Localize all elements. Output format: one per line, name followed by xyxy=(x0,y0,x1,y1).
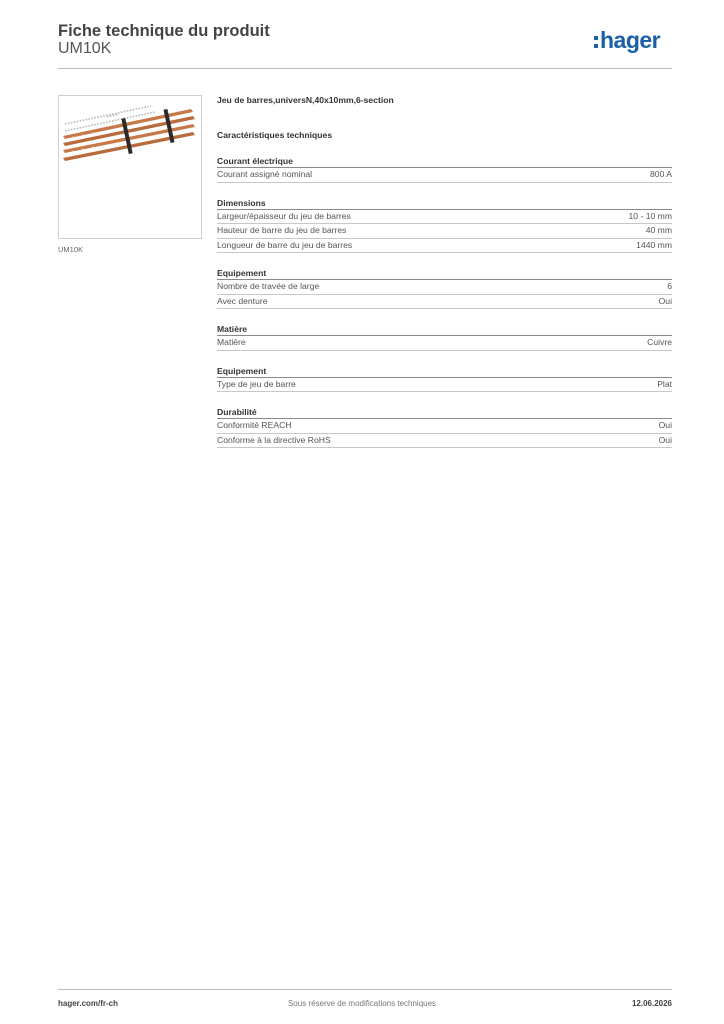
spec-label: Type de jeu de barre xyxy=(217,378,296,389)
spec-value: Cuivre xyxy=(647,337,672,347)
image-caption: UM10K xyxy=(58,245,84,254)
section-equipement xyxy=(217,267,672,309)
header-divider xyxy=(58,68,672,69)
page-title: Fiche technique du produit xyxy=(58,22,270,40)
spec-value: Oui xyxy=(658,295,672,306)
spec-value: Oui xyxy=(658,420,672,430)
spec-value: Oui xyxy=(658,434,672,445)
spec-label: Avec denture xyxy=(217,295,268,306)
footer-website[interactable]: hager.com/fr-ch xyxy=(58,999,119,1008)
footer-notice: Sous réserve de modifications techniques xyxy=(287,999,437,1008)
spec-row xyxy=(217,168,672,183)
product-name: Jeu de barres,universN,40x10mm,6-section xyxy=(217,95,394,105)
section-equipement-2 xyxy=(217,365,672,393)
footer-date: 12.06.2026 xyxy=(631,999,672,1008)
spec-row xyxy=(217,336,672,351)
spec-label: Matière xyxy=(217,337,246,347)
spec-row xyxy=(217,419,672,434)
spec-row xyxy=(217,434,672,449)
product-image xyxy=(58,95,202,239)
spec-row xyxy=(217,210,672,225)
spec-label: Conformité REACH xyxy=(217,420,292,430)
technical-data xyxy=(217,94,672,448)
spec-row xyxy=(217,280,672,295)
spec-row xyxy=(217,378,672,393)
hager-logo xyxy=(594,26,674,58)
section-durabilite xyxy=(217,406,672,448)
spec-row xyxy=(217,295,672,310)
footer-divider xyxy=(58,989,672,990)
busbar-image xyxy=(59,96,201,238)
spec-label: Conforme à la directive RoHS xyxy=(217,434,331,445)
spec-label: Longueur de barre du jeu de barres xyxy=(217,239,353,250)
section-title: Equipement xyxy=(217,365,672,378)
characteristics-title: Caractéristiques techniques xyxy=(217,130,333,140)
section-matiere xyxy=(217,323,672,351)
spec-label: Hauteur de barre du jeu de barres xyxy=(217,225,347,235)
spec-value: 6 xyxy=(667,281,672,291)
section-courant xyxy=(217,155,672,183)
section-title: Courant électrique xyxy=(217,155,672,168)
spec-value: 800 A xyxy=(650,169,672,179)
spec-value: 1440 mm xyxy=(636,239,672,250)
spec-value: 40 mm xyxy=(645,225,672,235)
spec-value: Plat xyxy=(657,378,672,389)
svg-text:hager: hager xyxy=(600,27,661,53)
section-title: Equipement xyxy=(217,267,672,280)
section-title: Durabilité xyxy=(217,406,672,419)
spec-row xyxy=(217,224,672,239)
section-title: Dimensions xyxy=(217,197,672,210)
spec-value: 10 - 10 mm xyxy=(628,210,672,221)
spec-label: Courant assigné nominal xyxy=(217,169,313,179)
spec-label: Largeur/épaisseur du jeu de barres xyxy=(217,210,351,221)
section-dimensions xyxy=(217,197,672,254)
section-title: Matière xyxy=(217,323,672,336)
spec-label: Nombre de travée de large xyxy=(217,281,320,291)
product-reference: UM10K xyxy=(58,40,112,57)
spec-row xyxy=(217,239,672,254)
